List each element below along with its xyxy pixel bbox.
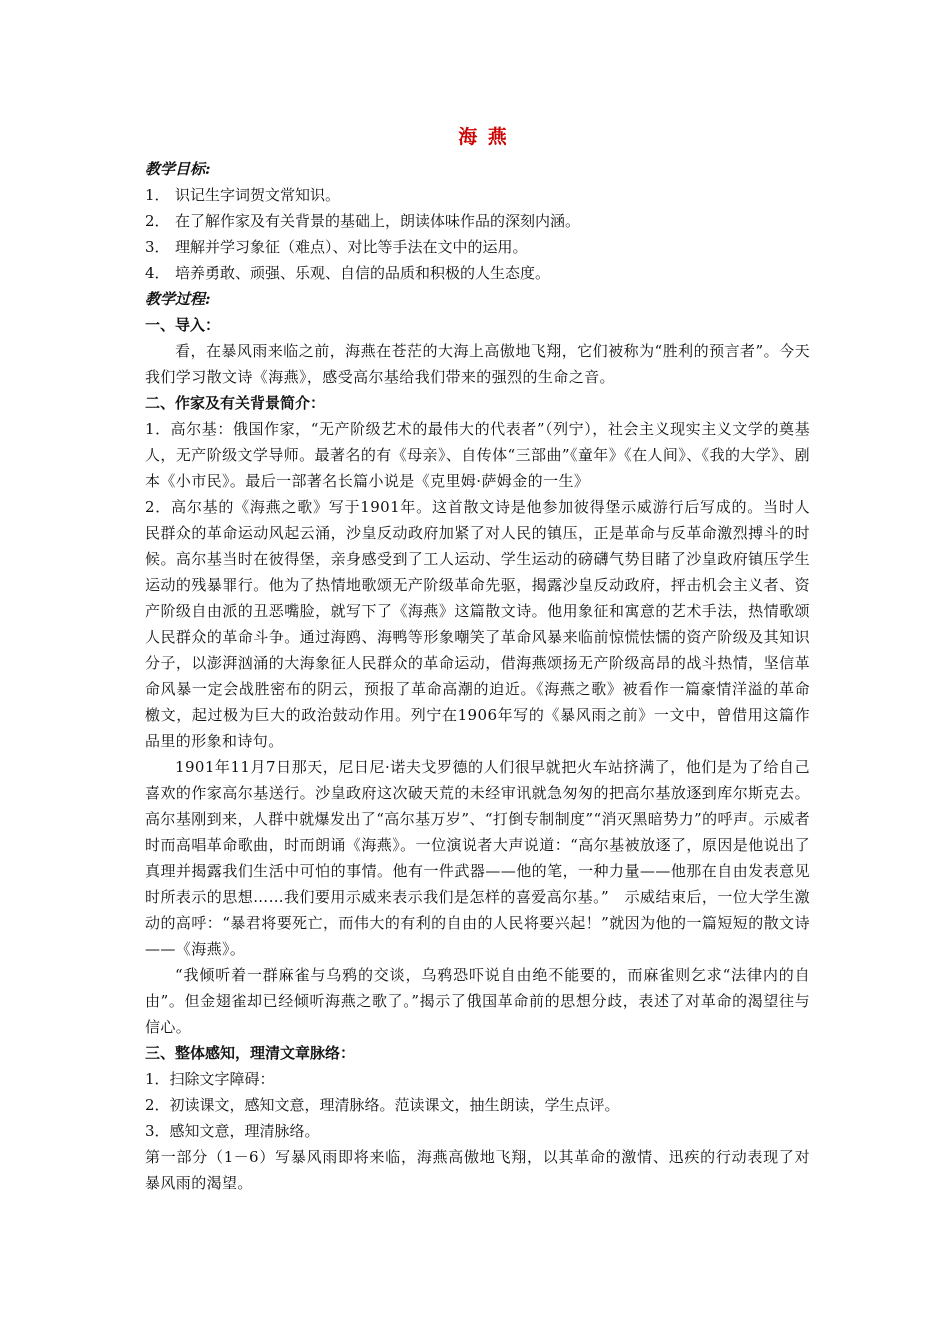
section-heading-background: 二、作家及有关背景简介：	[145, 394, 326, 412]
background-paragraph-event: 1901年11月7日那天，尼日尼·诺夫戈罗德的人们很早就把火车站挤满了，他们是为了给自己喜欢的作家高尔基送行。沙皇政府这次破天荒的未经审讯就急匆匆的把高尔基放逐到库尔斯克去。高尔基刚到来，人群中就爆发出了“高尔基万岁”、“打倒专制制度”“消灭黑暗势力”的呼声。示威者时而高唱革命歌曲，时而朗诵《海燕》。一位演说者大声说道：“高尔基被放逐了，原因是他说出了真理并揭露我们生活中可怕的事情。他有一件武器——他的笔，一种力量——他那在自由发表意见时所表示的思想……我们要用示威来表示我们是怎样的喜爱高尔基。” 示威结束后，一位大学生激动的高呼：“暴君将要死亡，而伟大的有利的自由的人民将要兴起！”就因为他的一篇短短的散文诗——《海燕》。	[145, 758, 810, 958]
background-item-poem: 2．高尔基的《海燕之歌》写于1901年。这首散文诗是他参加彼得堡示威游行后写成的。当时人民群众的革命运动风起云涌，沙皇反动政府加紧了对人民的镇压，正是革命与反革命激烈搏斗的时候。高尔基当时在彼得堡，亲身感受到了工人运动、学生运动的磅礴气势目睹了沙皇政府镇压学生运动的残暴罪行。他为了热情地歌颂无产阶级革命先驱，揭露沙皇反动政府，抨击机会主义者、资产阶级自由派的丑恶嘴脸，就写下了《海燕》这篇散文诗。他用象征和寓意的艺术手法，热情歌颂人民群众的革命斗争。通过海鸥、海鸭等形象嘲笑了革命风暴来临前惊慌怯懦的资产阶级及其知识分子，以澎湃汹涌的大海象征人民群众的革命运动，借海燕颂扬无产阶级高昂的战斗热情，坚信革命风暴一定会战胜密布的阴云，预报了革命高潮的迫近。《海燕之歌》被看作一篇豪情洋溢的革命檄文，起过极为巨大的政治鼓动作用。列宁在1906年写的《暴风雨之前》一文中，曾借用这篇作品里的形象和诗句。	[145, 498, 810, 750]
objective-item	[145, 208, 810, 234]
process-heading: 教学过程:	[145, 290, 211, 308]
section-heading-intro: 一、导入：	[145, 316, 221, 334]
document-title: 海 燕	[458, 126, 509, 148]
overview-paragraph: 第一部分（1－6）写暴风雨即将来临，海燕高傲地飞翔，以其革命的激情、迅疾的行动表现了对暴风雨的渴望。	[145, 1148, 810, 1192]
objective-text: 在了解作家及有关背景的基础上，朗读体味作品的深刻内涵。	[175, 212, 581, 230]
overview-item: 3．感知文意，理清脉络。	[145, 1122, 320, 1140]
objective-text: 识记生字词贺文常知识。	[175, 186, 341, 204]
objective-item	[145, 182, 810, 208]
objective-item	[145, 234, 810, 260]
background-paragraph-quote: “我倾听着一群麻雀与乌鸦的交谈，乌鸦恐吓说自由绝不能要的，而麻雀则乞求“法律内的自由”。但金翅雀却已经倾听海燕之歌了。”揭示了俄国革命前的思想分歧，表述了对革命的渴望往与信心。	[145, 966, 810, 1036]
objective-text: 培养勇敢、顽强、乐观、自信的品质和积极的人生态度。	[175, 264, 551, 282]
objectives-heading: 教学目标:	[145, 160, 211, 178]
intro-paragraph: 看，在暴风雨来临之前，海燕在苍茫的大海上高傲地飞翔，它们被称为“胜利的预言者”。今天我们学习散文诗《海燕》，感受高尔基给我们带来的强烈的生命之音。	[145, 342, 810, 386]
objective-number: 1．	[145, 186, 170, 204]
overview-item: 2．初读课文，感知文意，理清脉络。范读课文，抽生朗读，学生点评。	[145, 1096, 620, 1114]
objective-item	[145, 260, 810, 286]
objective-text: 理解并学习象征（难点）、对比等手法在文中的运用。	[175, 238, 528, 256]
section-heading-overview: 三、整体感知，理清文章脉络：	[145, 1044, 356, 1062]
overview-item: 1．扫除文字障碍：	[145, 1070, 275, 1088]
objective-number: 3．	[145, 238, 170, 256]
background-item-gorky: 1．高尔基：俄国作家，“无产阶级艺术的最伟大的代表者”（列宁），社会主义现实主义文学的奠基人，无产阶级文学导师。最著名的有《母亲》、自传体“三部曲”《童年》《在人间》、《我的大学》、剧本《小市民》。最后一部著名长篇小说是《克里姆·萨姆金的一生》	[145, 420, 810, 490]
objective-number: 2．	[145, 212, 170, 230]
document-page	[145, 118, 810, 1196]
objective-number: 4．	[145, 264, 170, 282]
